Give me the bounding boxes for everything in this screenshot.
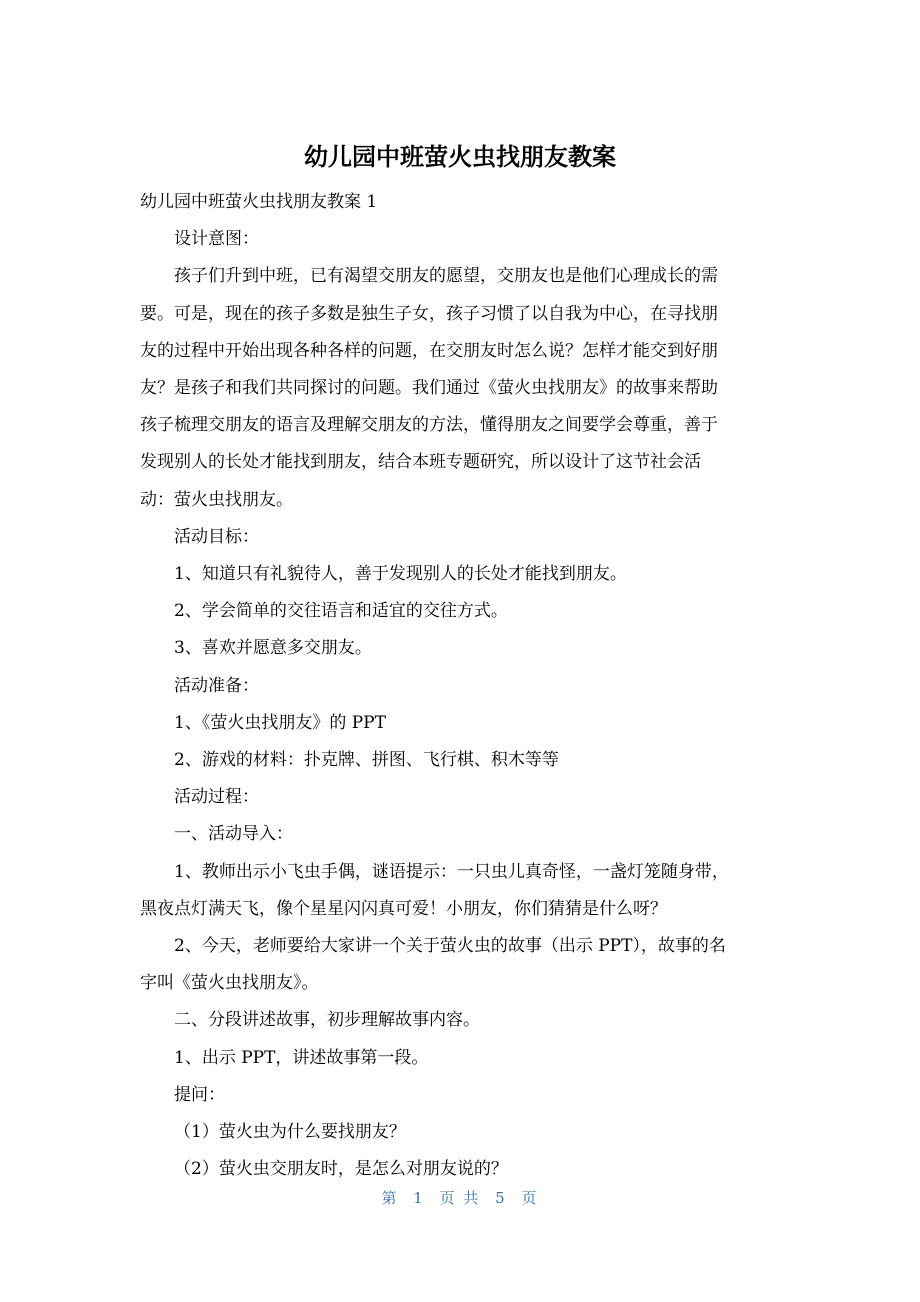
- step-line: 黑夜点灯满天飞，像个星星闪闪真可爱！小朋友，你们猜猜是什么呀？: [140, 898, 667, 919]
- goal-item: 2、学会简单的交往语言和适宜的交往方式。: [174, 601, 508, 622]
- section-heading: 二、分段讲述故事，初步理解故事内容。: [174, 1010, 480, 1031]
- question-heading: 提问：: [174, 1084, 225, 1105]
- current-page-number: 1: [413, 1189, 425, 1207]
- design-line: 孩子们升到中班，已有渴望交朋友的愿望，交朋友也是他们心理成长的需: [174, 266, 718, 287]
- step-paragraph: [140, 854, 780, 928]
- question-item: （2）萤火虫交朋友时，是怎么对朋友说的？: [174, 1159, 508, 1180]
- section-heading: 一、活动导入：: [174, 824, 293, 845]
- step-line: 2、今天，老师要给大家讲一个关于萤火虫的故事（出示 PPT），故事的名: [174, 936, 726, 957]
- total-page-count: 5: [495, 1189, 507, 1207]
- design-line: 友的过程中开始出现各种各样的问题，在交朋友时怎么说？怎样才能交到好朋: [140, 340, 718, 361]
- step-line: 字叫《萤火虫找朋友》。: [140, 973, 319, 994]
- lesson-subtitle: 幼儿园中班萤火虫找朋友教案 1: [140, 192, 378, 212]
- goal-item: 3、喜欢并愿意多交朋友。: [174, 638, 372, 659]
- step-line: 1、出示 PPT，讲述故事第一段。: [174, 1047, 429, 1068]
- prep-item: 2、游戏的材料：扑克牌、拼图、飞行棋、积木等等: [174, 750, 559, 771]
- document-title: 幼儿园中班萤火虫找朋友教案: [304, 143, 616, 171]
- design-line: 发现别人的长处才能找到朋友，结合本班专题研究，所以设计了这节社会活: [140, 452, 701, 473]
- design-line: 动：萤火虫找朋友。: [140, 489, 293, 510]
- design-line: 孩子梳理交朋友的语言及理解交朋友的方法，懂得朋友之间要学会尊重，善于: [140, 415, 718, 436]
- prep-item: 1、《萤火虫找朋友》的 PPT: [174, 712, 386, 733]
- design-heading: 设计意图：: [174, 229, 259, 250]
- prep-heading: 活动准备：: [174, 675, 259, 696]
- goals-heading: 活动目标：: [174, 526, 259, 547]
- page-footer: [0, 1186, 920, 1210]
- design-line: 要。可是，现在的孩子多数是独生子女，孩子习惯了以自我为中心，在寻找朋: [140, 303, 718, 324]
- design-line: 友？是孩子和我们共同探讨的问题。我们通过《萤火虫找朋友》的故事来帮助: [140, 378, 718, 399]
- document-body: [140, 184, 780, 1188]
- goal-item: 1、知道只有礼貌待人，善于发现别人的长处才能找到朋友。: [174, 564, 627, 585]
- footer-middle: 页 共: [439, 1189, 481, 1207]
- design-paragraph: [140, 258, 780, 518]
- footer-suffix: 页: [521, 1189, 539, 1207]
- question-item: （1）萤火虫为什么要找朋友？: [174, 1122, 406, 1143]
- footer-prefix: 第: [381, 1189, 399, 1207]
- process-heading: 活动过程：: [174, 787, 259, 808]
- step-paragraph: [140, 928, 780, 1002]
- step-line: 1、教师出示小飞虫手偶，谜语提示：一只虫儿真奇怪，一盏灯笼随身带，: [174, 861, 729, 882]
